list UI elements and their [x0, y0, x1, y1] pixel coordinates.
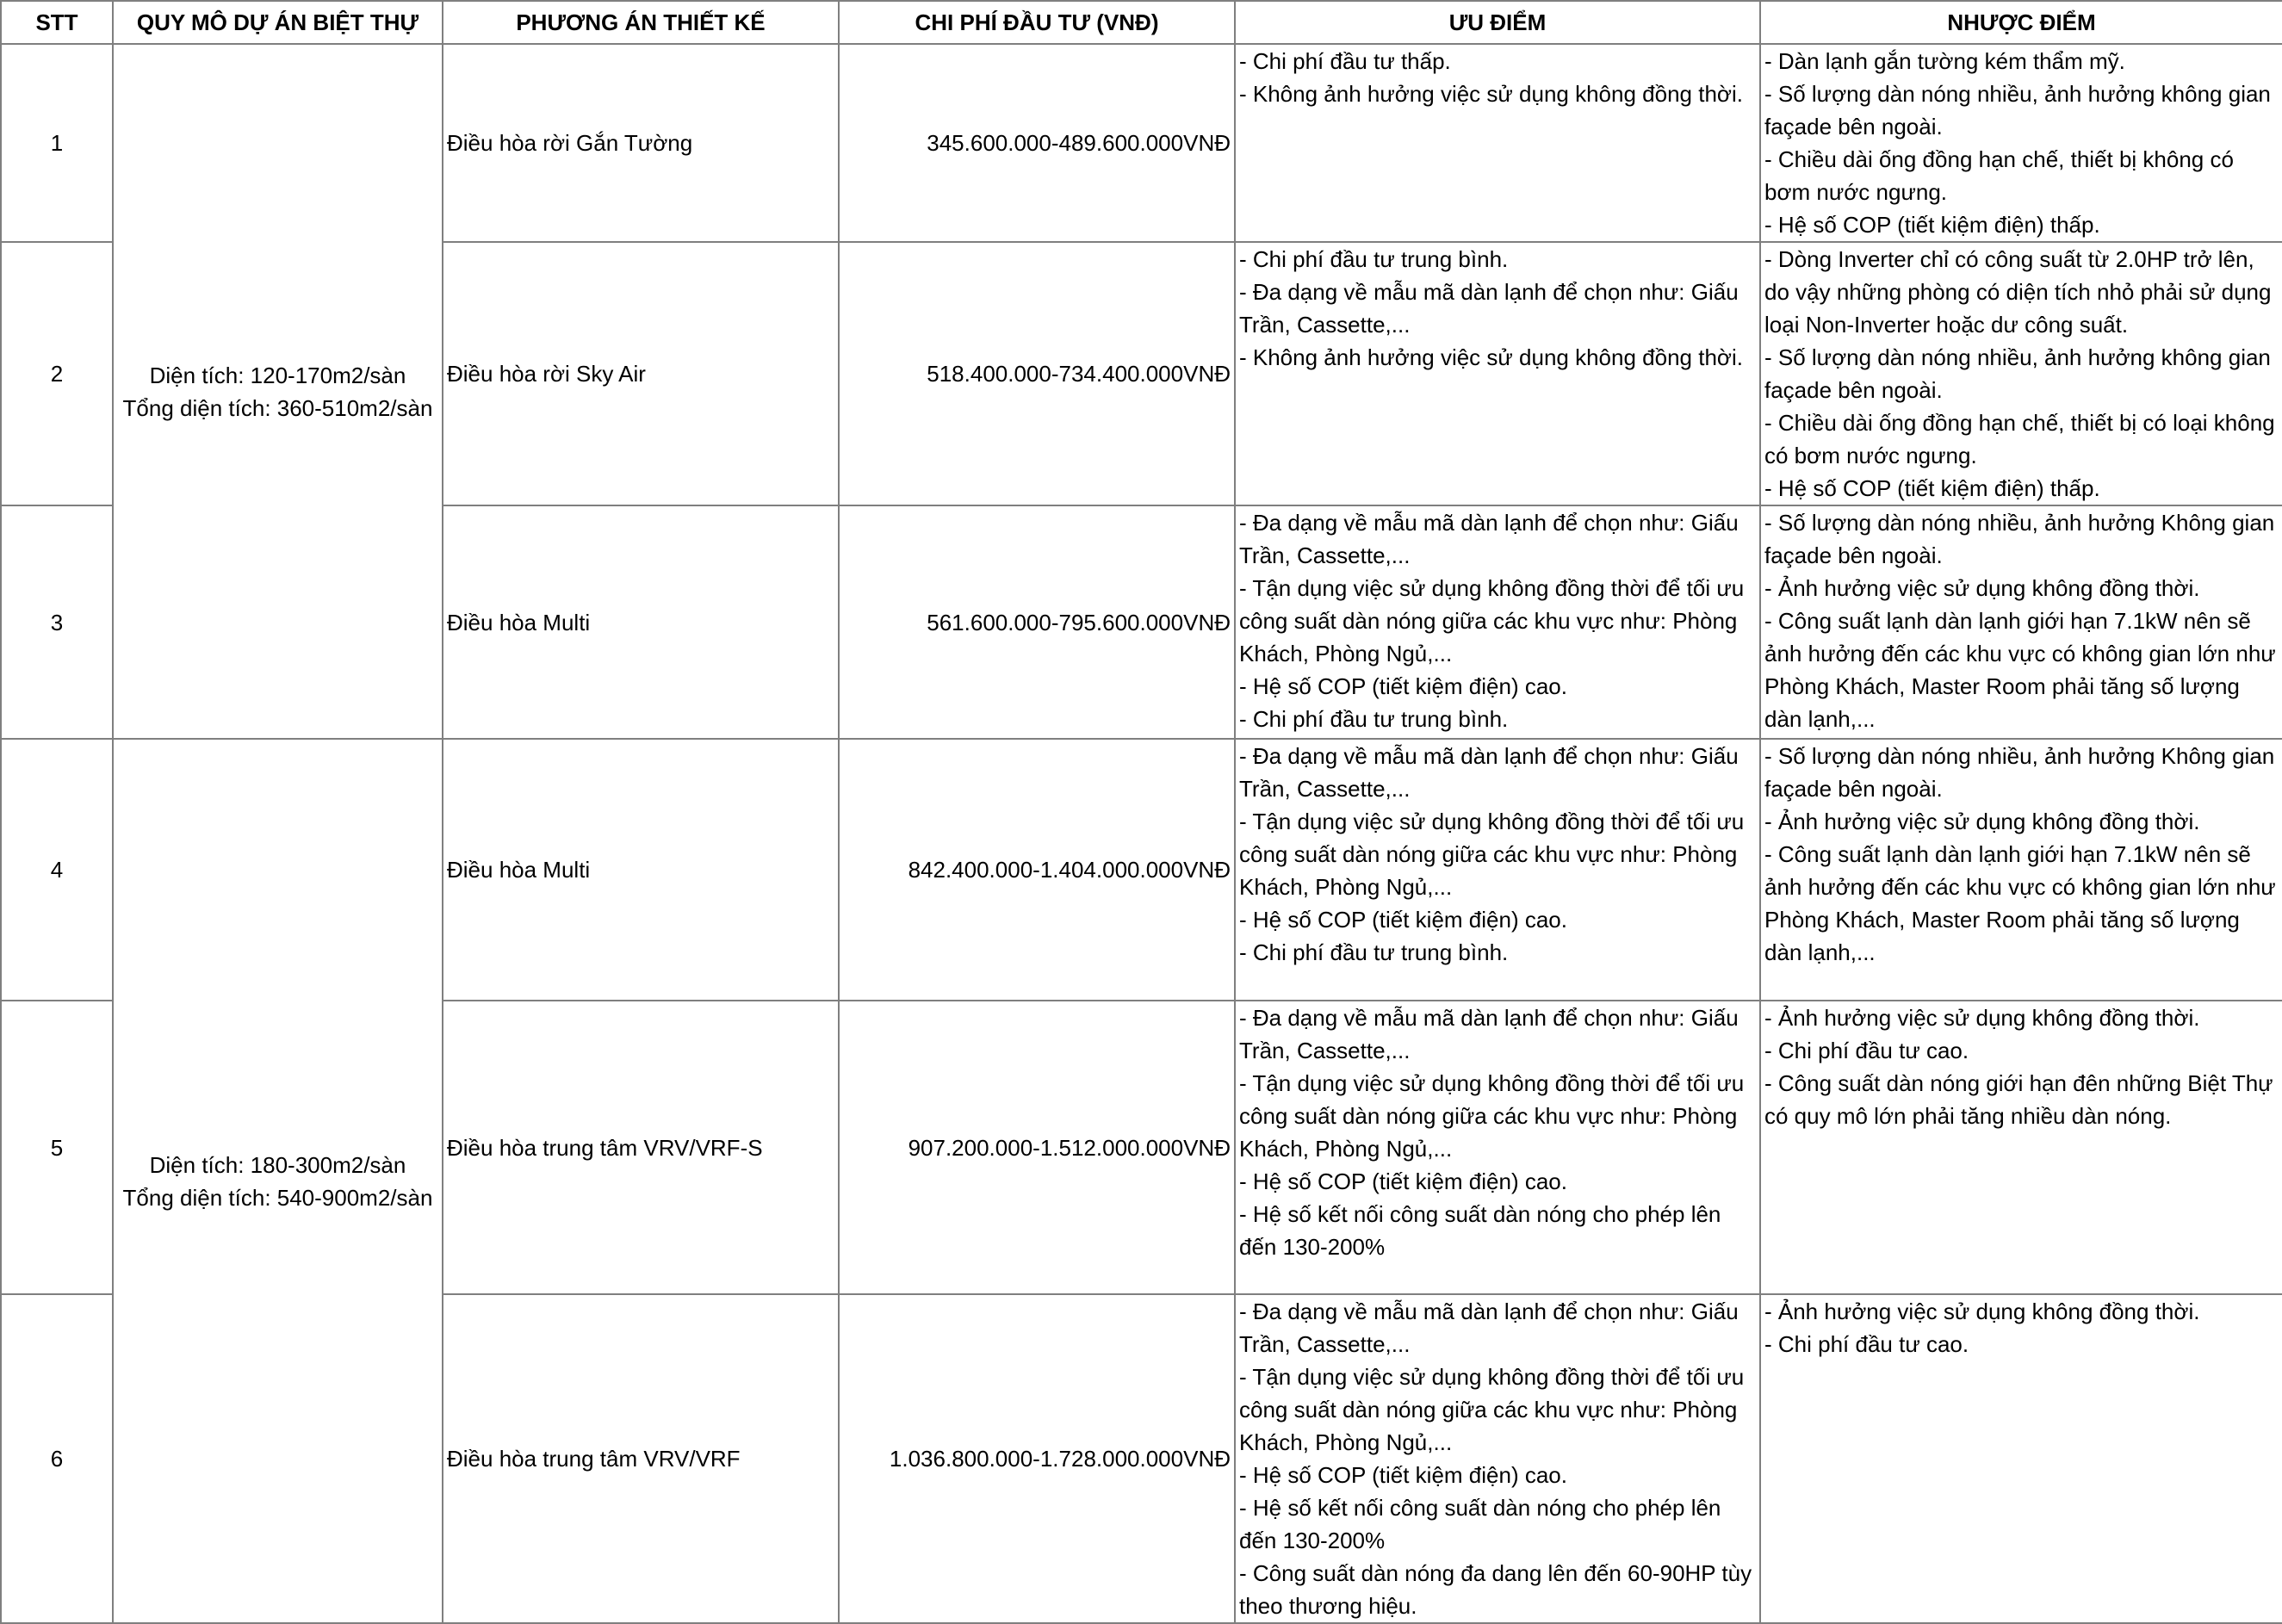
cons-line: - Công suất lạnh dàn lạnh giới hạn 7.1kW nên sẽ ảnh hưởng đến các khu vực có không gian lớn như Phòng Khách, Master Room phải tăng số lượng dàn lạnh,...	[1764, 841, 2276, 965]
cons-line: - Số lượng dàn nóng nhiều, ảnh hưởng không gian façade bên ngoài.	[1764, 81, 2271, 139]
pros-line: - Công suất dàn nóng đa dang lên đến 60-90HP tùy theo thương hiệu.	[1239, 1560, 1752, 1619]
cons-line: - Công suất lạnh dàn lạnh giới hạn 7.1kW nên sẽ ảnh hưởng đến các khu vực có không gian lớn như Phòng Khách, Master Room phải tăng số lượng dàn lạnh,...	[1764, 608, 2276, 732]
design-cell: Điều hòa Multi	[443, 739, 839, 1001]
stt-cell: 3	[1, 505, 113, 739]
stt-cell: 2	[1, 242, 113, 505]
pros-line: - Chi phí đầu tư thấp.	[1239, 48, 1451, 74]
pros-line: - Hệ số kết nối công suất dàn nóng cho phép lên đến 130-200%	[1239, 1495, 1721, 1553]
pros-line: - Đa dạng về mẫu mã dàn lạnh để chọn như: Giấu Trần, Cassette,...	[1239, 279, 1739, 338]
cons-cell	[1760, 44, 2282, 242]
pros-line: - Đa dạng về mẫu mã dàn lạnh để chọn như: Giấu Trần, Cassette,...	[1239, 1299, 1739, 1357]
pros-line: - Chi phí đầu tư trung bình.	[1239, 246, 1509, 272]
cons-line: - Số lượng dàn nóng nhiều, ảnh hưởng Không gian façade bên ngoài.	[1764, 743, 2275, 802]
pros-line: - Đa dạng về mẫu mã dàn lạnh để chọn như: Giấu Trần, Cassette,...	[1239, 1005, 1739, 1063]
table-row	[1, 44, 2282, 242]
cons-line: - Hệ số COP (tiết kiệm điện) thấp.	[1764, 475, 2100, 501]
header-cost: CHI PHÍ ĐẦU TƯ (VNĐ)	[839, 1, 1235, 44]
pros-line: - Hệ số COP (tiết kiệm điện) cao.	[1239, 907, 1567, 933]
scale-cell	[113, 44, 443, 739]
cost-cell: 1.036.800.000-1.728.000.000VNĐ	[839, 1294, 1235, 1623]
cons-line: - Ảnh hưởng việc sử dụng không đồng thời.	[1764, 1299, 2200, 1324]
pros-line: - Tận dụng việc sử dụng không đồng thời để tối ưu công suất dàn nóng giữa các khu vực như: Phòng Khách, Phòng Ngủ,...	[1239, 809, 1745, 900]
cost-cell: 842.400.000-1.404.000.000VNĐ	[839, 739, 1235, 1001]
header-row	[1, 1, 2282, 44]
pros-cell	[1235, 1001, 1760, 1294]
design-cell: Điều hòa Multi	[443, 505, 839, 739]
pros-line: - Chi phí đầu tư trung bình.	[1239, 706, 1509, 732]
header-pros: ƯU ĐIỂM	[1235, 1, 1760, 44]
stt-cell: 4	[1, 739, 113, 1001]
cons-line: - Ảnh hưởng việc sử dụng không đồng thời.	[1764, 1005, 2200, 1031]
cons-line: - Chiều dài ống đồng hạn chế, thiết bị không có bơm nước ngưng.	[1764, 146, 2234, 205]
pros-line: - Không ảnh hưởng việc sử dụng không đồng thời.	[1239, 344, 1743, 370]
cost-cell: 907.200.000-1.512.000.000VNĐ	[839, 1001, 1235, 1294]
pros-line: - Đa dạng về mẫu mã dàn lạnh để chọn như: Giấu Trần, Cassette,...	[1239, 510, 1739, 568]
scale-total: Tổng diện tích: 540-900m2/sàn	[122, 1184, 433, 1211]
cons-line: - Chi phí đầu tư cao.	[1764, 1038, 1969, 1063]
cons-line: - Ảnh hưởng việc sử dụng không đồng thời.	[1764, 809, 2200, 834]
header-cons: NHƯỢC ĐIỂM	[1760, 1, 2282, 44]
pros-line: - Hệ số COP (tiết kiệm điện) cao.	[1239, 673, 1567, 699]
scale-area: Diện tích: 120-170m2/sàn	[149, 362, 406, 388]
cons-line: - Dàn lạnh gắn tường kém thẩm mỹ.	[1764, 48, 2125, 74]
pros-cell	[1235, 44, 1760, 242]
stt-cell: 5	[1, 1001, 113, 1294]
scale-area: Diện tích: 180-300m2/sàn	[149, 1151, 406, 1178]
cons-line: - Hệ số COP (tiết kiệm điện) thấp.	[1764, 212, 2100, 238]
cost-cell: 518.400.000-734.400.000VNĐ	[839, 242, 1235, 505]
header-stt: STT	[1, 1, 113, 44]
cons-cell	[1760, 1294, 2282, 1623]
cons-line: - Công suất dàn nóng giới hạn đên những Biệt Thự có quy mô lớn phải tăng nhiều dàn nóng.	[1764, 1070, 2273, 1129]
cons-cell	[1760, 739, 2282, 1001]
table-row	[1, 739, 2282, 1001]
pros-line: - Hệ số kết nối công suất dàn nóng cho phép lên đến 130-200%	[1239, 1201, 1721, 1260]
cons-line: - Chiều dài ống đồng hạn chế, thiết bị có loại không có bơm nước ngưng.	[1764, 410, 2275, 468]
cons-cell	[1760, 505, 2282, 739]
pros-line: - Hệ số COP (tiết kiệm điện) cao.	[1239, 1462, 1567, 1488]
header-scale: QUY MÔ DỰ ÁN BIỆT THỰ	[113, 1, 443, 44]
cons-cell	[1760, 1001, 2282, 1294]
scale-cell	[113, 739, 443, 1623]
design-cell: Điều hòa rời Gắn Tường	[443, 44, 839, 242]
pros-line: - Chi phí đầu tư trung bình.	[1239, 939, 1509, 965]
pros-cell	[1235, 242, 1760, 505]
pros-line: - Tận dụng việc sử dụng không đồng thời để tối ưu công suất dàn nóng giữa các khu vực như: Phòng Khách, Phòng Ngủ,...	[1239, 1364, 1745, 1455]
pros-line: - Tận dụng việc sử dụng không đồng thời để tối ưu công suất dàn nóng giữa các khu vực như: Phòng Khách, Phòng Ngủ,...	[1239, 575, 1745, 666]
design-cell: Điều hòa trung tâm VRV/VRF	[443, 1294, 839, 1623]
cons-cell	[1760, 242, 2282, 505]
stt-cell: 6	[1, 1294, 113, 1623]
pros-cell	[1235, 1294, 1760, 1623]
cons-line: - Dòng Inverter chỉ có công suất từ 2.0HP trở lên, do vậy những phòng có diện tích nhỏ phải sử dụng loại Non-Inverter hoặc dư công suất.	[1764, 246, 2272, 338]
pros-cell	[1235, 739, 1760, 1001]
cons-line: - Số lượng dàn nóng nhiều, ảnh hưởng Không gian façade bên ngoài.	[1764, 510, 2275, 568]
design-cell: Điều hòa rời Sky Air	[443, 242, 839, 505]
pros-cell	[1235, 505, 1760, 739]
design-cell: Điều hòa trung tâm VRV/VRF-S	[443, 1001, 839, 1294]
cons-line: - Chi phí đầu tư cao.	[1764, 1331, 1969, 1357]
stt-cell: 1	[1, 44, 113, 242]
pros-line: - Hệ số COP (tiết kiệm điện) cao.	[1239, 1168, 1567, 1194]
cost-cell: 345.600.000-489.600.000VNĐ	[839, 44, 1235, 242]
cons-line: - Số lượng dàn nóng nhiều, ảnh hưởng không gian façade bên ngoài.	[1764, 344, 2271, 403]
pros-line: - Đa dạng về mẫu mã dàn lạnh để chọn như: Giấu Trần, Cassette,...	[1239, 743, 1739, 802]
pros-line: - Không ảnh hưởng việc sử dụng không đồng thời.	[1239, 81, 1743, 107]
cons-line: - Ảnh hưởng việc sử dụng không đồng thời.	[1764, 575, 2200, 601]
header-design: PHƯƠNG ÁN THIẾT KẾ	[443, 1, 839, 44]
scale-total: Tổng diện tích: 360-510m2/sàn	[122, 394, 433, 421]
cost-cell: 561.600.000-795.600.000VNĐ	[839, 505, 1235, 739]
pros-line: - Tận dụng việc sử dụng không đồng thời để tối ưu công suất dàn nóng giữa các khu vực như: Phòng Khách, Phòng Ngủ,...	[1239, 1070, 1745, 1162]
